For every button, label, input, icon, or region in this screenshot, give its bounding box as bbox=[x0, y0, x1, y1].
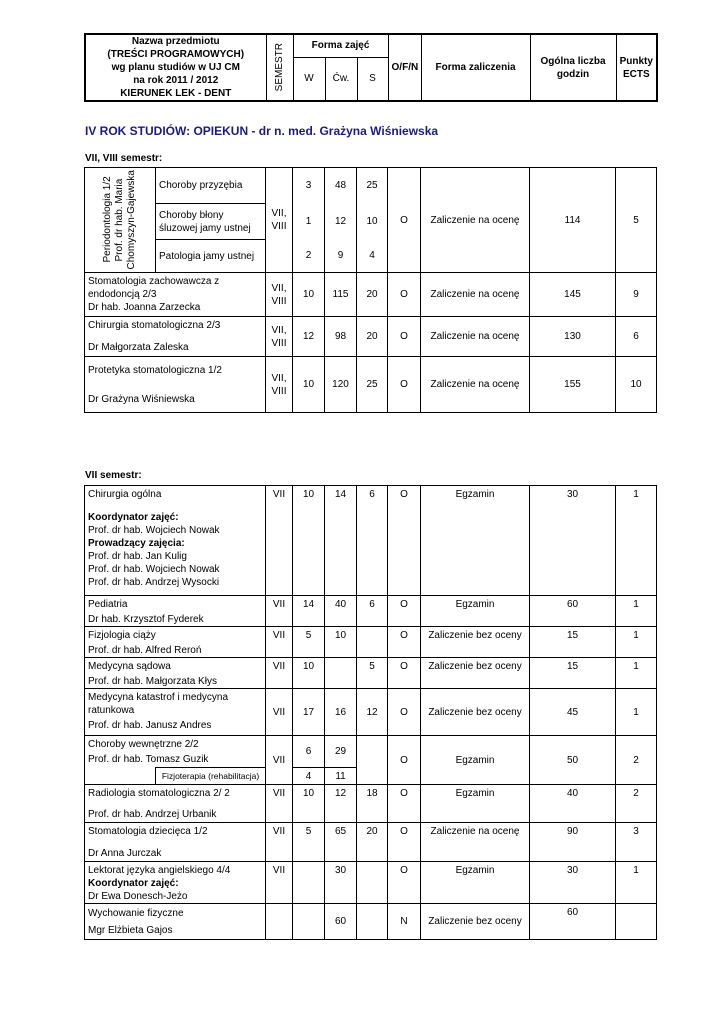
row-ofn: O bbox=[388, 486, 421, 596]
row-ects: 1 bbox=[633, 489, 639, 500]
perio-cw: 9 bbox=[325, 240, 357, 273]
section1-title: VII, VIII semestr: bbox=[85, 153, 163, 164]
row-s: 18 bbox=[357, 785, 388, 823]
perio-sub-name: Choroby przyzębia bbox=[156, 168, 266, 204]
row-hours: 15 bbox=[530, 658, 616, 689]
subject-cell: Medycyna katastrof i medycyna ratunkowa Prof. dr hab. Janusz Andres bbox=[85, 689, 266, 736]
row-ects: 1 bbox=[633, 599, 639, 610]
year-title: IV ROK STUDIÓW: OPIEKUN - dr n. med. Grażyna Wiśniewska bbox=[85, 124, 439, 138]
header-forma-zaliczenia: Forma zaliczenia bbox=[421, 34, 530, 101]
row-ofn: O bbox=[388, 689, 421, 736]
perio-sub-name: Patologia jamy ustnej bbox=[156, 240, 266, 273]
subject-cell: Choroby wewnętrzne 2/2 Prof. dr hab. Tomasz Guzik bbox=[85, 736, 266, 768]
row-ects: 1 bbox=[633, 661, 639, 672]
row-s: 20 bbox=[357, 317, 388, 357]
perio-w: 2 bbox=[293, 240, 325, 273]
row-s: 12 bbox=[357, 689, 388, 736]
perio-zal: Zaliczenie na ocenę bbox=[421, 168, 530, 273]
row-cw: 60 bbox=[325, 904, 357, 940]
subject-cell: Radiologia stomatologiczna 2/ 2 Prof. dr hab. Andrzej Urbanik bbox=[85, 785, 266, 823]
subject-cell: Stomatologia dziecięca 1/2 Dr Anna Jurczak bbox=[85, 823, 266, 862]
row-ofn: O bbox=[388, 596, 421, 627]
row-semestr: VII, VIII bbox=[266, 273, 293, 317]
row-zal: Egzamin bbox=[421, 785, 530, 823]
sub-subject: Fizjoterapia (rehabilitacja) bbox=[156, 768, 266, 785]
row-zal: Zaliczenie bez oceny bbox=[421, 658, 530, 689]
row-zal: Zaliczenie bez oceny bbox=[421, 627, 530, 658]
row-ects: 1 bbox=[633, 630, 639, 641]
row-hours: 50 bbox=[530, 736, 616, 785]
row-cw bbox=[325, 658, 357, 689]
row-cw: 65 bbox=[325, 823, 357, 862]
row-cw: 120 bbox=[325, 357, 357, 413]
row-ects: 1 bbox=[633, 865, 639, 876]
row-hours: 15 bbox=[530, 627, 616, 658]
row-ects bbox=[616, 904, 657, 940]
subject-cell: Chirurgia ogólna Koordynator zajęć: Prof. dr hab. Wojciech Nowak Prowadzący zajęcia: Prof. dr hab. Jan Kulig Prof. dr hab. Wojciech Nowak Prof. dr hab. Andrzej Wysocki bbox=[85, 486, 266, 596]
row-cw: 10 bbox=[325, 627, 357, 658]
header-forma-zajec: Forma zajęć bbox=[293, 34, 388, 57]
row-cw: 16 bbox=[325, 689, 357, 736]
perio-cw: 12 bbox=[325, 204, 357, 240]
perio-ofn: O bbox=[388, 168, 421, 273]
row-semestr: VII bbox=[266, 486, 293, 596]
header-subject-name: Nazwa przedmiotu (TREŚCI PROGRAMOWYCH) wg planu studiów w UJ CM na rok 2011 / 2012 KIERUNEK LEK - DENT bbox=[85, 34, 266, 101]
row-zal: Zaliczenie na ocenę bbox=[421, 357, 530, 413]
perio-s: 10 bbox=[357, 204, 388, 240]
subject-cell: Chirurgia stomatologiczna 2/3 Dr Małgorzata Zaleska bbox=[85, 317, 266, 357]
row-semestr: VII, VIII bbox=[266, 317, 293, 357]
section2-title: VII semestr: bbox=[85, 470, 142, 481]
row-w: 10 bbox=[293, 785, 325, 823]
row-w: 4 bbox=[293, 768, 325, 785]
row-w: 6 bbox=[293, 736, 325, 768]
row-ofn: O bbox=[388, 823, 421, 862]
row-zal: Zaliczenie na ocenę bbox=[421, 317, 530, 357]
row-cw: 115 bbox=[325, 273, 357, 317]
row-cw: 11 bbox=[325, 768, 357, 785]
perio-s: 4 bbox=[357, 240, 388, 273]
subject-cell: Medycyna sądowa Prof. dr hab. Małgorzata Kłys bbox=[85, 658, 266, 689]
row-hours: 30 bbox=[530, 486, 616, 596]
header-cw: Ćw. bbox=[325, 57, 357, 101]
row-ofn: O bbox=[388, 658, 421, 689]
perio-semestr: VII, VIII bbox=[266, 168, 293, 273]
row-ects: 9 bbox=[633, 289, 639, 300]
header-ects: Punkty ECTS bbox=[619, 55, 653, 80]
perio-sub-name: Choroby błony śluzowej jamy ustnej bbox=[156, 204, 266, 240]
row-cw: 30 bbox=[325, 862, 357, 904]
row-s: 25 bbox=[357, 357, 388, 413]
row-zal: Egzamin bbox=[421, 736, 530, 785]
row-cw: 29 bbox=[325, 736, 357, 768]
row-ects: 10 bbox=[630, 379, 642, 390]
section1-table bbox=[84, 167, 657, 413]
perio-w: 3 bbox=[293, 168, 325, 204]
row-semestr: VII bbox=[266, 862, 293, 904]
perio-ects: 5 bbox=[633, 214, 639, 226]
perio-s: 25 bbox=[357, 168, 388, 204]
row-s: 6 bbox=[357, 486, 388, 596]
row-zal: Zaliczenie na ocenę bbox=[421, 823, 530, 862]
row-semestr: VII, VIII bbox=[266, 357, 293, 413]
row-zal: Egzamin bbox=[421, 862, 530, 904]
row-s bbox=[357, 904, 388, 940]
row-cw: 12 bbox=[325, 785, 357, 823]
row-ofn: O bbox=[388, 627, 421, 658]
header-semestr: SEMESTR bbox=[266, 34, 293, 101]
row-hours: 40 bbox=[530, 785, 616, 823]
row-semestr: VII bbox=[266, 596, 293, 627]
row-ofn: O bbox=[388, 273, 421, 317]
row-hours: 155 bbox=[530, 357, 616, 413]
header-ofn: O/F/N bbox=[388, 34, 421, 101]
row-s: 5 bbox=[357, 658, 388, 689]
header-w: W bbox=[293, 57, 325, 101]
row-semestr: VII bbox=[266, 689, 293, 736]
row-hours: 60 bbox=[530, 904, 616, 940]
perio-cw: 48 bbox=[325, 168, 357, 204]
row-cw: 98 bbox=[325, 317, 357, 357]
subject-cell: Stomatologia zachowawcza z endodoncją 2/3 Dr hab. Joanna Zarzecka bbox=[85, 273, 266, 317]
header-table bbox=[84, 33, 658, 102]
row-ofn: O bbox=[388, 317, 421, 357]
row-semestr: VII bbox=[266, 823, 293, 862]
row-w: 10 bbox=[293, 658, 325, 689]
subject-cell: Protetyka stomatologiczna 1/2 Dr Grażyna Wiśniewska bbox=[85, 357, 266, 413]
row-hours: 145 bbox=[530, 273, 616, 317]
row-semestr bbox=[266, 904, 293, 940]
row-w: 10 bbox=[293, 273, 325, 317]
row-w: 14 bbox=[293, 596, 325, 627]
row-hours: 45 bbox=[530, 689, 616, 736]
perio-hours: 114 bbox=[530, 168, 616, 273]
header-ogolna-liczba: Ogólna liczba godzin bbox=[530, 34, 616, 101]
row-semestr: VII bbox=[266, 658, 293, 689]
row-cw: 14 bbox=[325, 486, 357, 596]
subject-cell: Fizjologia ciąży Prof. dr hab. Alfred Reroń bbox=[85, 627, 266, 658]
row-hours: 130 bbox=[530, 317, 616, 357]
row-w: 17 bbox=[293, 689, 325, 736]
row-s bbox=[357, 862, 388, 904]
row-hours: 60 bbox=[530, 596, 616, 627]
row-ofn: O bbox=[388, 357, 421, 413]
subject-cell: Wychowanie fizyczne Mgr Elżbieta Gajos bbox=[85, 904, 266, 940]
section2-table bbox=[84, 485, 657, 940]
row-w bbox=[293, 862, 325, 904]
row-cw: 40 bbox=[325, 596, 357, 627]
row-semestr: VII bbox=[266, 785, 293, 823]
row-ects: 1 bbox=[633, 706, 639, 718]
row-ofn: O bbox=[388, 862, 421, 904]
row-w: 12 bbox=[293, 317, 325, 357]
row-s: 6 bbox=[357, 596, 388, 627]
row-s: 20 bbox=[357, 273, 388, 317]
row-w: 10 bbox=[293, 357, 325, 413]
subject-cell: Pediatria Dr hab. Krzysztof Fyderek bbox=[85, 596, 266, 627]
row-zal: Zaliczenie na ocenę bbox=[421, 273, 530, 317]
row-ofn: O bbox=[388, 785, 421, 823]
row-w: 10 bbox=[293, 486, 325, 596]
row-zal: Zaliczenie bez oceny bbox=[421, 904, 530, 940]
row-w: 5 bbox=[293, 627, 325, 658]
perio-label: Periodontologia 1/2 Prof. dr hab. Maria Chomyszyn-Gajewska bbox=[85, 168, 156, 273]
row-semestr: VII bbox=[266, 627, 293, 658]
row-s bbox=[357, 736, 388, 785]
subject-cell: Lektorat języka angielskiego 4/4 Koordynator zajęć: Dr Ewa Donesch-Jeżo bbox=[85, 862, 266, 904]
row-semestr: VII bbox=[266, 736, 293, 785]
row-ects: 2 bbox=[633, 754, 639, 766]
row-w: 5 bbox=[293, 823, 325, 862]
header-s: S bbox=[357, 57, 388, 101]
row-ofn: O bbox=[388, 736, 421, 785]
perio-w: 1 bbox=[293, 204, 325, 240]
row-ects: 2 bbox=[633, 788, 639, 799]
blank-cell bbox=[85, 768, 156, 785]
row-w bbox=[293, 904, 325, 940]
row-ects: 6 bbox=[633, 331, 639, 342]
row-ofn: N bbox=[388, 904, 421, 940]
row-ects: 3 bbox=[633, 826, 639, 837]
row-s bbox=[357, 627, 388, 658]
row-zal: Egzamin bbox=[421, 486, 530, 596]
row-zal: Zaliczenie bez oceny bbox=[421, 689, 530, 736]
row-hours: 90 bbox=[530, 823, 616, 862]
row-zal: Egzamin bbox=[421, 596, 530, 627]
row-hours: 30 bbox=[530, 862, 616, 904]
row-s: 20 bbox=[357, 823, 388, 862]
